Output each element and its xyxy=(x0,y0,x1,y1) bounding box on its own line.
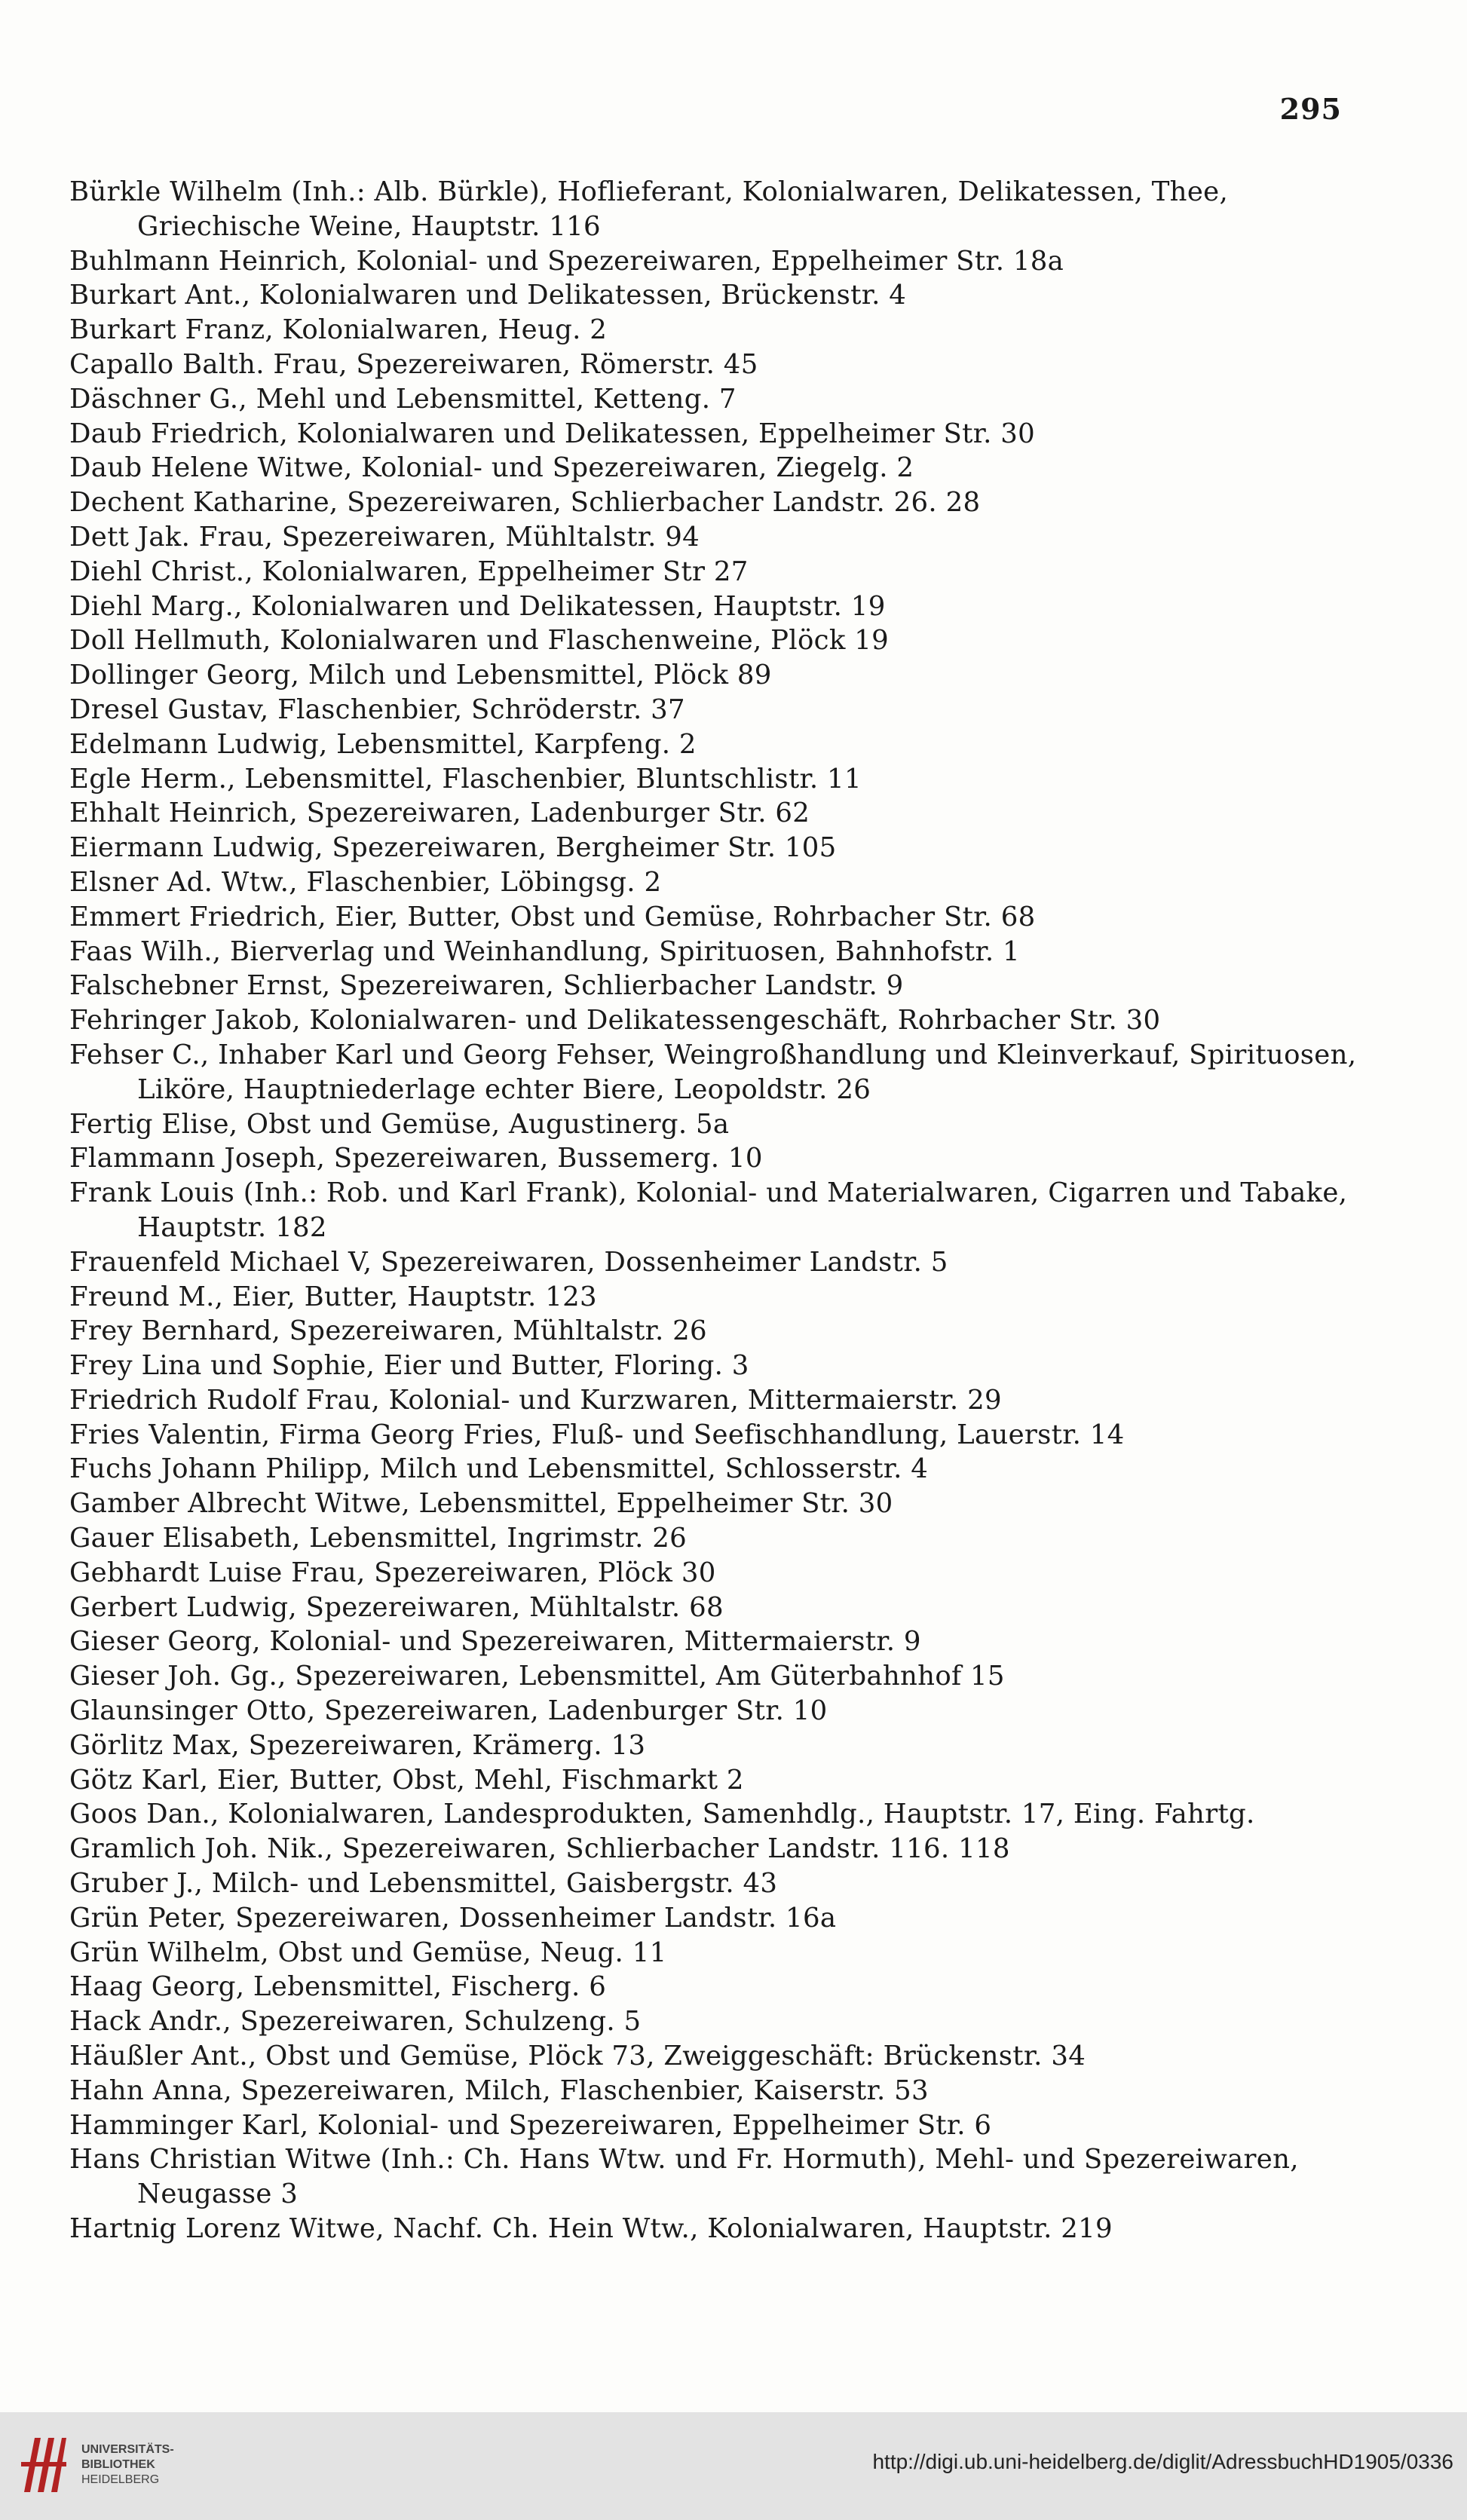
directory-entry: Fries Valentin, Firma Georg Fries, Fluß- und Seefischhandlung, Lauerstr. 14 xyxy=(69,1419,1125,1450)
directory-entry: Frey Bernhard, Spezereiwaren, Mühltalstr. 26 xyxy=(69,1315,707,1347)
directory-entry: Bürkle Wilhelm (Inh.: Alb. Bürkle), Hoflieferant, Kolonialwaren, Delikatessen, Thee, Griechische Weine, Hauptstr. 116 xyxy=(69,176,1229,242)
directory-entry: Flammann Joseph, Spezereiwaren, Bussemerg. 10 xyxy=(69,1143,763,1174)
directory-entry: Gauer Elisabeth, Lebensmittel, Ingrimstr. 26 xyxy=(69,1523,688,1554)
university-library-logo-icon xyxy=(18,2432,69,2498)
directory-entry: Haag Georg, Lebensmittel, Fischerg. 6 xyxy=(69,1971,607,2003)
directory-entry: Freund M., Eier, Butter, Hauptstr. 123 xyxy=(69,1281,597,1312)
directory-entry: Frauenfeld Michael V, Spezereiwaren, Dossenheimer Landstr. 5 xyxy=(69,1246,948,1278)
directory-entry: Hamminger Karl, Kolonial- und Spezereiwaren, Eppelheimer Str. 6 xyxy=(69,2109,992,2141)
source-url[interactable]: http://digi.ub.uni-heidelberg.de/diglit/AdressbuchHD1905/0336 xyxy=(872,2450,1453,2473)
directory-entries xyxy=(69,175,1360,2246)
directory-entry: Gruber J., Milch- und Lebensmittel, Gaisbergstr. 43 xyxy=(69,1868,778,1900)
directory-entry: Fehringer Jakob, Kolonialwaren- und Delikatessengeschäft, Rohrbacher Str. 30 xyxy=(69,1005,1161,1036)
directory-entry: Gieser Georg, Kolonial- und Spezereiwaren, Mittermaierstr. 9 xyxy=(69,1626,921,1658)
directory-entry: Gebhardt Luise Frau, Spezereiwaren, Plöck 30 xyxy=(69,1557,716,1588)
footer-bar xyxy=(0,2412,1467,2520)
directory-entry: Frank Louis (Inh.: Rob. und Karl Frank), Kolonial- und Materialwaren, Cigarren und Tabake, Hauptstr. 182 xyxy=(69,1177,1348,1243)
directory-entry: Fehser C., Inhaber Karl und Georg Fehser, Weingroßhandlung und Kleinverkauf, Spirituosen, Liköre, Hauptniederlage echter Biere, Leopoldstr. 26 xyxy=(69,1039,1357,1105)
directory-entry: Glaunsinger Otto, Spezereiwaren, Ladenburger Str. 10 xyxy=(69,1695,828,1727)
library-name-line: UNIVERSITÄTS- xyxy=(81,2443,174,2456)
directory-entry: Ehhalt Heinrich, Spezereiwaren, Ladenburger Str. 62 xyxy=(69,798,810,829)
directory-entry: Dechent Katharine, Spezereiwaren, Schlierbacher Landstr. 26. 28 xyxy=(69,487,981,519)
directory-entry: Goos Dan., Kolonialwaren, Landesprodukten, Samenhdlg., Hauptstr. 17, Eing. Fahrtg. xyxy=(69,1799,1255,1830)
directory-entry: Egle Herm., Lebensmittel, Flaschenbier, Bluntschlistr. 11 xyxy=(69,763,862,795)
page-number: 295 xyxy=(1279,92,1342,126)
directory-entry: Gieser Joh. Gg., Spezereiwaren, Lebensmittel, Am Güterbahnhof 15 xyxy=(69,1661,1005,1692)
library-name xyxy=(81,2442,174,2488)
directory-entry: Fertig Elise, Obst und Gemüse, Augustinerg. 5a xyxy=(69,1108,730,1140)
directory-entry: Hack Andr., Spezereiwaren, Schulzeng. 5 xyxy=(69,2006,642,2038)
directory-entry: Häußler Ant., Obst und Gemüse, Plöck 73, Zweiggeschäft: Brückenstr. 34 xyxy=(69,2041,1086,2072)
directory-entry: Elsner Ad. Wtw., Flaschenbier, Löbingsg. 2 xyxy=(69,866,662,898)
directory-entry: Dett Jak. Frau, Spezereiwaren, Mühltalstr. 94 xyxy=(69,521,700,553)
directory-entry: Gerbert Ludwig, Spezereiwaren, Mühltalstr. 68 xyxy=(69,1591,724,1623)
directory-entry: Friedrich Rudolf Frau, Kolonial- und Kurzwaren, Mittermaierstr. 29 xyxy=(69,1384,1002,1416)
directory-entry: Doll Hellmuth, Kolonialwaren und Flaschenweine, Plöck 19 xyxy=(69,625,889,657)
directory-entry: Daub Friedrich, Kolonialwaren und Delikatessen, Eppelheimer Str. 30 xyxy=(69,418,1036,449)
directory-entry: Däschner G., Mehl und Lebensmittel, Ketteng. 7 xyxy=(69,383,737,415)
directory-entry: Hahn Anna, Spezereiwaren, Milch, Flaschenbier, Kaiserstr. 53 xyxy=(69,2074,929,2106)
directory-entry: Fuchs Johann Philipp, Milch und Lebensmittel, Schlosserstr. 4 xyxy=(69,1453,929,1485)
directory-entry: Diehl Marg., Kolonialwaren und Delikatessen, Hauptstr. 19 xyxy=(69,590,886,622)
directory-entry: Burkart Franz, Kolonialwaren, Heug. 2 xyxy=(69,314,608,346)
library-name-line: HEIDELBERG xyxy=(81,2473,160,2486)
directory-entry: Capallo Balth. Frau, Spezereiwaren, Römerstr. 45 xyxy=(69,348,758,380)
library-name-line: BIBLIOTHEK xyxy=(81,2458,155,2471)
directory-entry: Hartnig Lorenz Witwe, Nachf. Ch. Hein Wtw., Kolonialwaren, Hauptstr. 219 xyxy=(69,2213,1113,2245)
directory-entry: Edelmann Ludwig, Lebensmittel, Karpfeng. 2 xyxy=(69,728,697,760)
directory-entry: Falschebner Ernst, Spezereiwaren, Schlierbacher Landstr. 9 xyxy=(69,970,904,1002)
directory-entry: Götz Karl, Eier, Butter, Obst, Mehl, Fischmarkt 2 xyxy=(69,1764,744,1796)
directory-entry: Grün Wilhelm, Obst und Gemüse, Neug. 11 xyxy=(69,1937,667,1968)
directory-entry: Eiermann Ludwig, Spezereiwaren, Bergheimer Str. 105 xyxy=(69,832,837,864)
directory-entry: Dollinger Georg, Milch und Lebensmittel, Plöck 89 xyxy=(69,660,772,691)
directory-entry: Gramlich Joh. Nik., Spezereiwaren, Schlierbacher Landstr. 116. 118 xyxy=(69,1833,1010,1865)
directory-entry: Daub Helene Witwe, Kolonial- und Spezereiwaren, Ziegelg. 2 xyxy=(69,452,914,484)
directory-entry: Faas Wilh., Bierverlag und Weinhandlung, Spirituosen, Bahnhofstr. 1 xyxy=(69,935,1020,967)
directory-entry: Grün Peter, Spezereiwaren, Dossenheimer Landstr. 16a xyxy=(69,1902,837,1934)
directory-entry: Görlitz Max, Spezereiwaren, Krämerg. 13 xyxy=(69,1729,646,1761)
directory-entry: Diehl Christ., Kolonialwaren, Eppelheimer Str 27 xyxy=(69,556,749,587)
directory-entry: Buhlmann Heinrich, Kolonial- und Spezereiwaren, Eppelheimer Str. 18a xyxy=(69,245,1064,277)
directory-entry: Burkart Ant., Kolonialwaren und Delikatessen, Brückenstr. 4 xyxy=(69,280,907,311)
directory-entry: Hans Christian Witwe (Inh.: Ch. Hans Wtw. und Fr. Hormuth), Mehl- und Spezereiwaren, Neugasse 3 xyxy=(69,2144,1299,2210)
directory-entry: Emmert Friedrich, Eier, Butter, Obst und Gemüse, Rohrbacher Str. 68 xyxy=(69,901,1036,932)
directory-entry: Gamber Albrecht Witwe, Lebensmittel, Eppelheimer Str. 30 xyxy=(69,1488,893,1520)
directory-entry: Dresel Gustav, Flaschenbier, Schröderstr. 37 xyxy=(69,694,685,725)
directory-entry: Frey Lina und Sophie, Eier und Butter, Floring. 3 xyxy=(69,1350,749,1382)
